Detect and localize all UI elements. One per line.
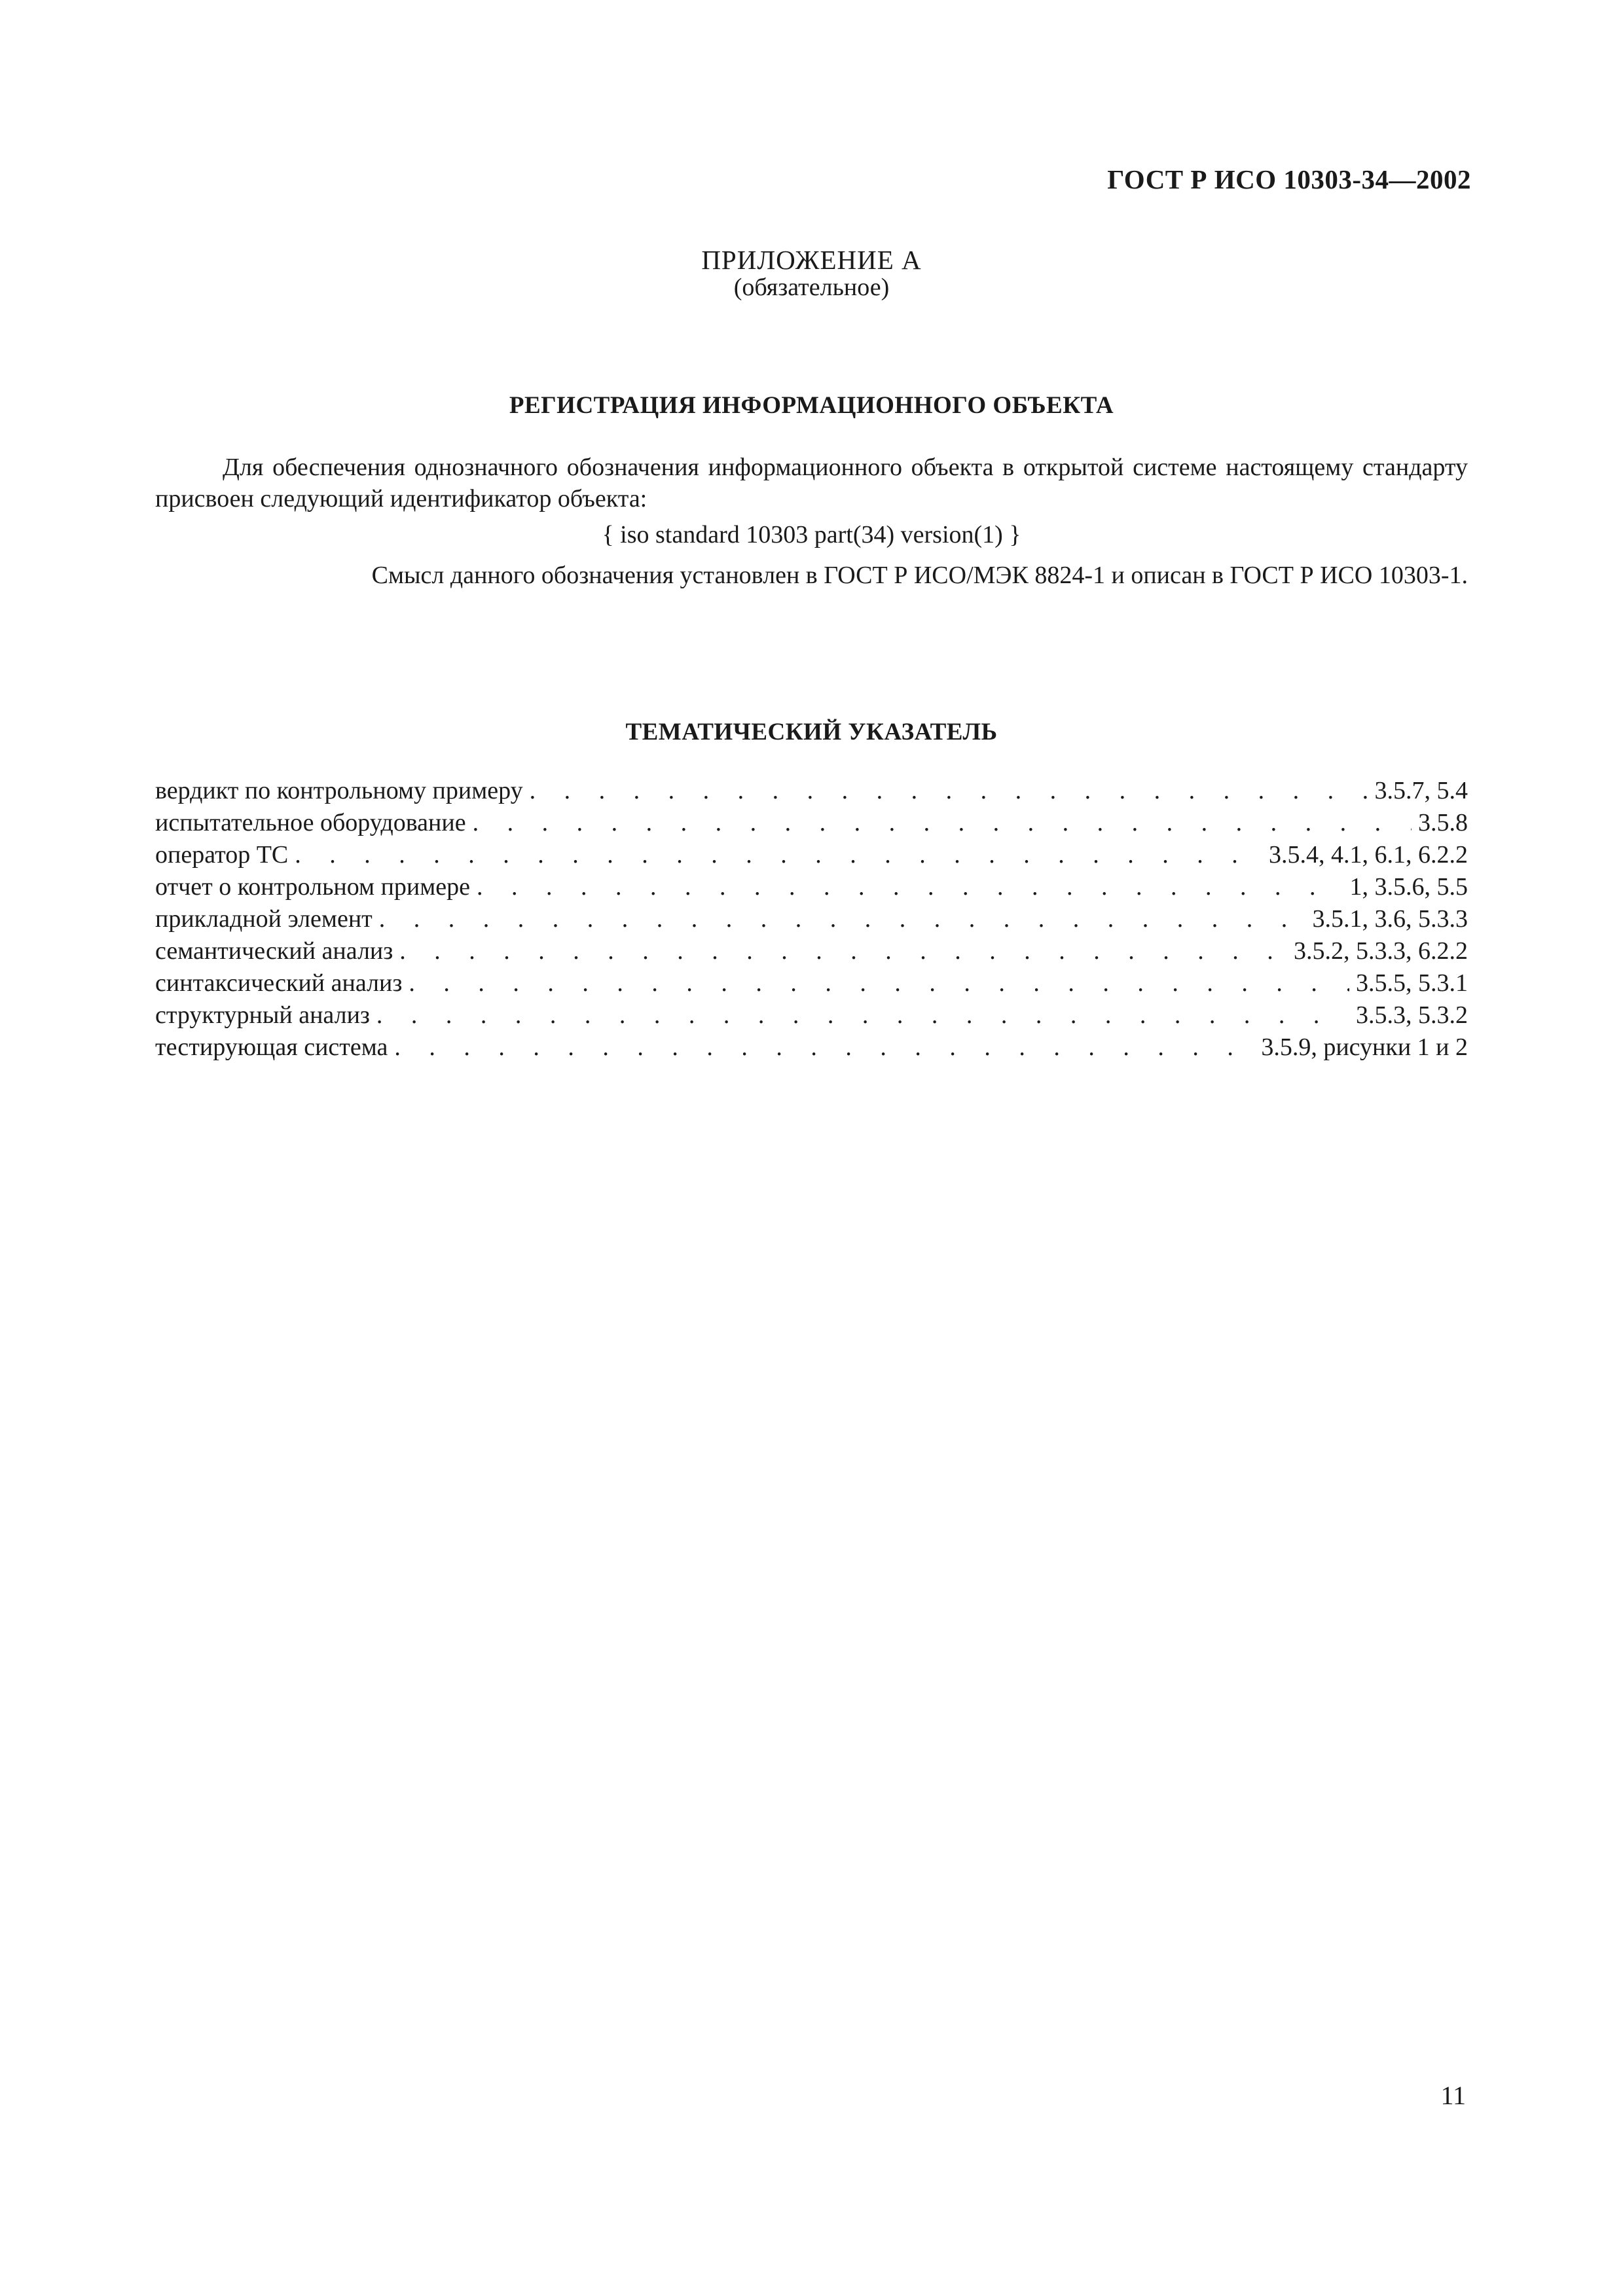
dot-leader xyxy=(379,905,1306,933)
index-entry xyxy=(155,872,1468,905)
index-refs: 3.5.8 xyxy=(1412,808,1468,837)
registration-heading: РЕГИСТРАЦИЯ ИНФОРМАЦИОННОГО ОБЪЕКТА xyxy=(509,392,1114,419)
index-refs: 3.5.5, 5.3.1 xyxy=(1349,969,1468,997)
index-entry xyxy=(155,1001,1468,1033)
registration-intro-text: Для обеспечения однозначного обозначения информационного объекта в открытой системе настоящему стандарту присвоен следующий идентификатор объекта: xyxy=(155,454,1468,512)
subject-index-heading: ТЕМАТИЧЕСКИЙ УКАЗАТЕЛЬ xyxy=(625,719,998,745)
document-designation: ГОСТ Р ИСО 10303-34—2002 xyxy=(1107,164,1471,194)
subject-index-list xyxy=(155,776,1468,1065)
index-term: прикладной элемент xyxy=(155,905,373,933)
annex-title: ПРИЛОЖЕНИЕ А xyxy=(701,245,922,275)
index-term: структурный анализ xyxy=(155,1001,370,1029)
index-refs: 1, 3.5.6, 5.5 xyxy=(1343,872,1468,901)
index-term: вердикт по контрольному примеру xyxy=(155,777,523,804)
index-term: оператор ТС xyxy=(155,841,289,869)
dot-leader xyxy=(530,776,1368,805)
dot-leader xyxy=(473,808,1412,837)
meaning-paragraph: Смысл данного обозначения установлен в ГОСТ Р ИСО/МЭК 8824-1 и описан в ГОСТ Р ИСО 10303-1. xyxy=(371,562,1468,589)
index-refs: 3.5.4, 4.1, 6.1, 6.2.2 xyxy=(1262,840,1468,869)
index-refs: 3.5.3, 5.3.2 xyxy=(1349,1001,1468,1030)
index-refs: 3.5.2, 5.3.3, 6.2.2 xyxy=(1287,937,1468,965)
page-number: 11 xyxy=(1440,2081,1466,2110)
index-entry xyxy=(155,1033,1468,1065)
index-entry xyxy=(155,808,1468,840)
dot-leader xyxy=(394,1033,1254,1062)
dot-leader xyxy=(399,937,1287,965)
index-entry xyxy=(155,969,1468,1001)
dot-leader xyxy=(409,969,1349,997)
index-term: тестирующая система xyxy=(155,1033,388,1061)
index-term: отчет о контрольном примере xyxy=(155,873,471,901)
index-entry xyxy=(155,937,1468,969)
registration-intro-paragraph xyxy=(155,452,1468,514)
index-refs: 3.5.7, 5.4 xyxy=(1368,776,1468,805)
dot-leader xyxy=(295,840,1262,869)
annex-status: (обязательное) xyxy=(733,274,890,301)
index-term: испытательное оборудование xyxy=(155,809,466,836)
index-entry xyxy=(155,776,1468,808)
index-entry xyxy=(155,905,1468,937)
index-refs: 3.5.1, 3.6, 5.3.3 xyxy=(1306,905,1468,933)
index-refs: 3.5.9, рисунки 1 и 2 xyxy=(1254,1033,1468,1062)
index-term: синтаксический анализ xyxy=(155,969,403,997)
dot-leader xyxy=(376,1001,1349,1030)
dot-leader xyxy=(477,872,1343,901)
object-identifier: { iso standard 10303 part(34) version(1) } xyxy=(602,521,1021,548)
index-term: семантический анализ xyxy=(155,937,393,965)
index-entry xyxy=(155,840,1468,872)
